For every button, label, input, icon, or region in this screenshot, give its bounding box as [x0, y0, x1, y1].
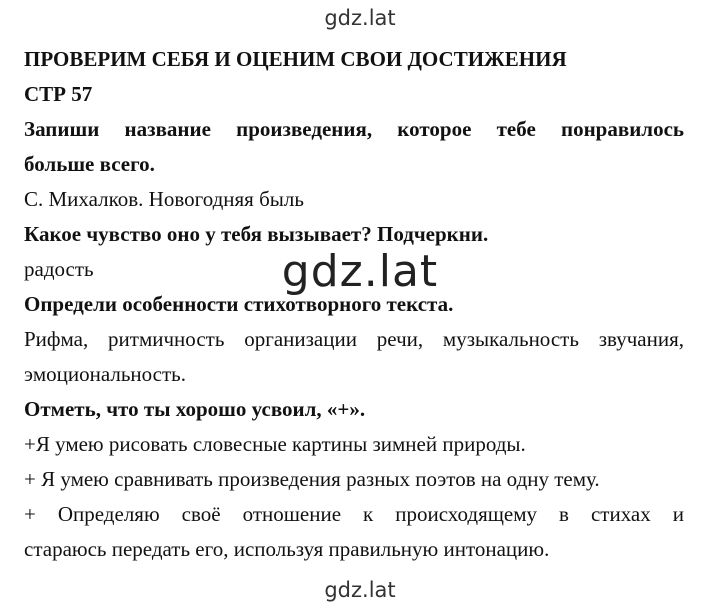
question-1-line-2: больше всего. — [24, 152, 155, 176]
question-2: Какое чувство оно у тебя вызывает? Подчеркни. — [24, 222, 489, 246]
page-number: СТР 57 — [24, 82, 93, 106]
document-body — [24, 42, 684, 567]
watermark-top: gdz.lat — [324, 6, 396, 30]
answer-4-item-3-line-1: + Определяю своё отношение к происходящему в стихах и — [24, 502, 684, 526]
answer-4-item-1: +Я умею рисовать словесные картины зимней природы. — [24, 432, 526, 456]
question-4: Отметь, что ты хорошо усвоил, «+». — [24, 397, 366, 421]
answer-3-line-2: эмоциональность. — [24, 362, 186, 386]
document-title: ПРОВЕРИМ СЕБЯ И ОЦЕНИМ СВОИ ДОСТИЖЕНИЯ — [24, 47, 567, 71]
watermark-bottom: gdz.lat — [324, 578, 396, 602]
answer-2: радость — [24, 257, 94, 281]
question-3: Определи особенности стихотворного текста. — [24, 292, 454, 316]
answer-3-line-1: Рифма, ритмичность организации речи, музыкальность звучания, — [24, 327, 684, 351]
answer-1: С. Михалков. Новогодняя быль — [24, 187, 304, 211]
watermark-center: gdz.lat — [281, 246, 439, 297]
answer-4-item-2: + Я умею сравнивать произведения разных поэтов на одну тему. — [24, 467, 600, 491]
answer-4-item-3-line-2: стараюсь передать его, используя правильную интонацию. — [24, 537, 550, 561]
question-1-line-1: Запиши название произведения, которое тебе понравилось — [24, 117, 684, 141]
